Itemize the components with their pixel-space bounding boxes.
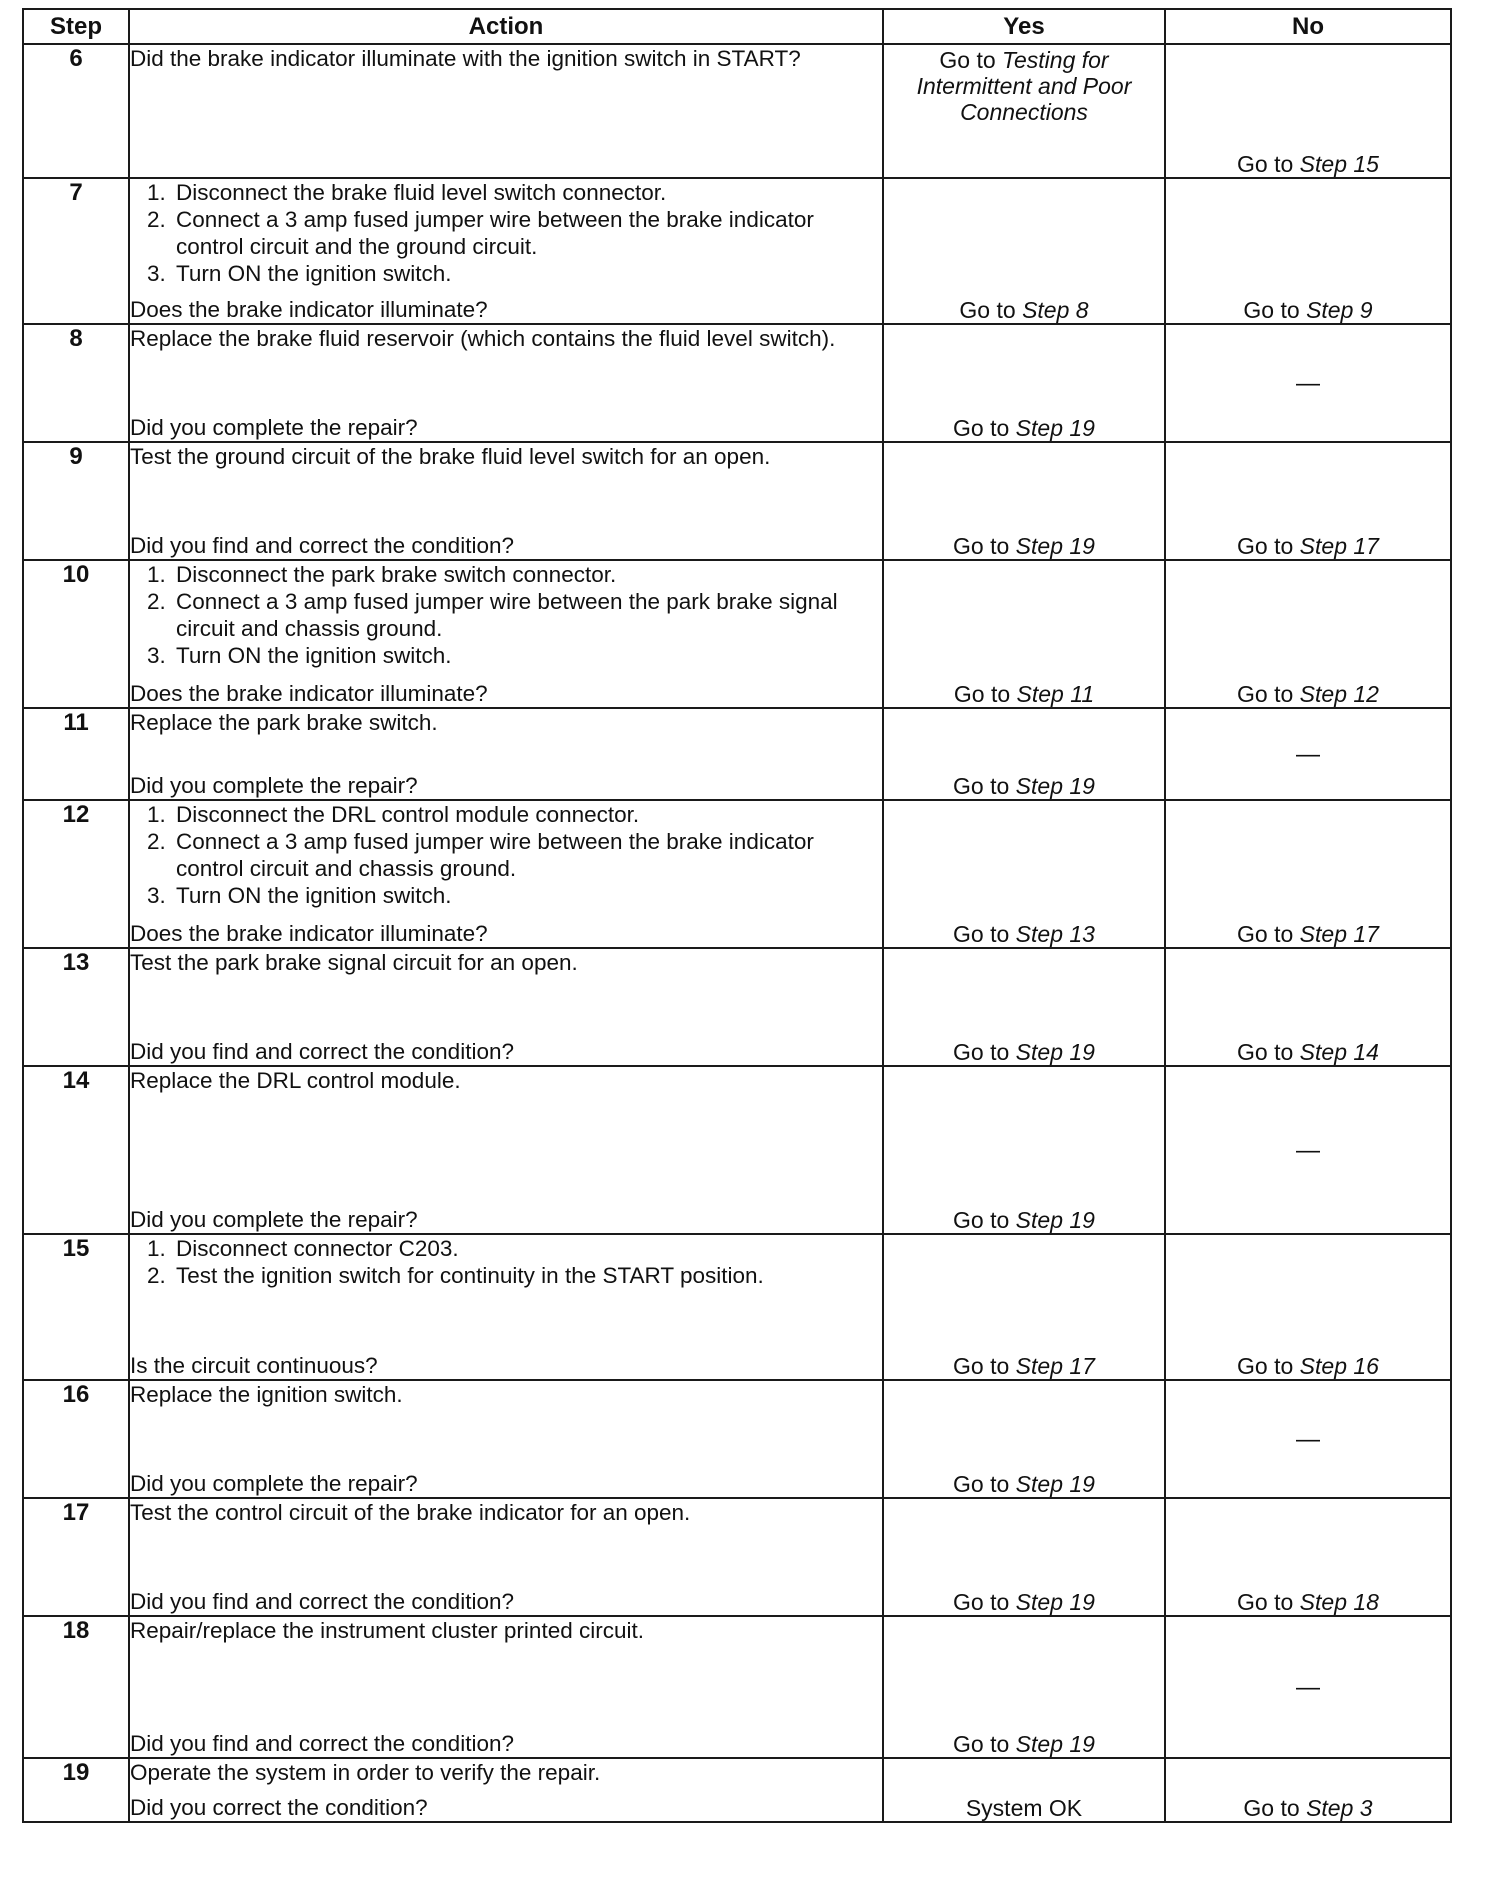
yes-prefix: Go to [953, 1589, 1010, 1615]
step-number: 13 [23, 948, 129, 1066]
action-content [130, 949, 882, 1065]
table-row [23, 178, 1451, 324]
no-step-link: Step 17 [1299, 921, 1379, 947]
no-cell [1165, 1616, 1451, 1758]
yes-reference [953, 533, 1095, 559]
action-instructions [130, 1381, 882, 1408]
no-prefix: Go to [1237, 1039, 1294, 1065]
action-step-item: 1. Disconnect the park brake switch connector. [172, 561, 882, 588]
action-question: Did you find and correct the condition? [130, 533, 514, 558]
yes-step-link: Step 19 [1015, 1731, 1095, 1757]
no-reference [1296, 1674, 1320, 1701]
no-prefix: Go to [1237, 151, 1294, 177]
yes-cell [883, 1066, 1165, 1234]
action-cell [129, 1616, 883, 1758]
action-description: Replace the brake fluid reservoir (which contains the fluid level switch). [130, 326, 836, 351]
no-cell [1165, 708, 1451, 800]
yes-step-link: Step 19 [1015, 1471, 1095, 1497]
action-content [130, 1235, 882, 1379]
yes-step-link: Step 19 [1015, 1039, 1095, 1065]
action-cell [129, 560, 883, 708]
no-prefix: Go to [1237, 533, 1294, 559]
no-step-link: Step 17 [1299, 533, 1379, 559]
diagnostic-table [22, 8, 1452, 1823]
step-number: 6 [23, 44, 129, 178]
step-number: 16 [23, 1380, 129, 1498]
table-row [23, 560, 1451, 708]
action-description: Did the brake indicator illuminate with the ignition switch in START? [130, 46, 801, 71]
yes-prefix: Go to [953, 415, 1010, 441]
action-cell [129, 44, 883, 178]
action-question: Does the brake indicator illuminate? [130, 297, 488, 322]
yes-cell [883, 708, 1165, 800]
yes-step-link: Step 19 [1015, 533, 1095, 559]
action-steps-list [130, 179, 882, 287]
no-reference [1296, 370, 1320, 397]
action-instructions [130, 1617, 882, 1644]
yes-cell [883, 1758, 1165, 1822]
step-number: 8 [23, 324, 129, 442]
no-prefix: Go to [1237, 921, 1294, 947]
step-number: 12 [23, 800, 129, 948]
action-step-item: 3. Turn ON the ignition switch. [172, 260, 882, 287]
yes-cell [883, 1380, 1165, 1498]
action-question: Does the brake indicator illuminate? [130, 921, 488, 946]
action-description: Replace the DRL control module. [130, 1068, 461, 1093]
no-text: — [1296, 1136, 1320, 1164]
yes-prefix: Go to [959, 297, 1016, 323]
table-row [23, 1498, 1451, 1616]
no-cell [1165, 1066, 1451, 1234]
action-content [130, 179, 882, 323]
action-question: Does the brake indicator illuminate? [130, 681, 488, 706]
yes-cell [883, 1234, 1165, 1380]
yes-reference [953, 415, 1095, 441]
table-row [23, 1616, 1451, 1758]
action-content [130, 325, 882, 441]
yes-step-link: Step 19 [1015, 773, 1095, 799]
yes-reference [953, 1731, 1095, 1757]
action-step-item: 2. Connect a 3 amp fused jumper wire between the brake indicator control circuit and chassis ground. [172, 828, 882, 882]
no-cell [1165, 1380, 1451, 1498]
action-instructions [130, 1499, 882, 1526]
yes-cell [883, 178, 1165, 324]
no-text: — [1296, 740, 1320, 768]
no-cell [1165, 800, 1451, 948]
no-prefix: Go to [1237, 1589, 1294, 1615]
no-cell [1165, 948, 1451, 1066]
action-content [130, 801, 882, 947]
action-step-item: 2. Connect a 3 amp fused jumper wire between the park brake signal circuit and chassis ground. [172, 588, 882, 642]
no-reference [1237, 1039, 1379, 1065]
action-content [130, 45, 882, 177]
action-step-item: 3. Turn ON the ignition switch. [172, 882, 882, 909]
action-step-item: 1. Disconnect the DRL control module connector. [172, 801, 882, 828]
action-question: Did you complete the repair? [130, 1471, 418, 1496]
action-question: Did you complete the repair? [130, 773, 418, 798]
action-step-item: 2. Test the ignition switch for continuity in the START position. [172, 1262, 882, 1289]
yes-prefix: Go to [953, 533, 1010, 559]
yes-step-link: Step 19 [1015, 1207, 1095, 1233]
no-cell [1165, 44, 1451, 178]
action-cell [129, 324, 883, 442]
table-row [23, 442, 1451, 560]
yes-cell [883, 1616, 1165, 1758]
yes-reference [953, 1353, 1095, 1379]
no-step-link: Step 16 [1299, 1353, 1379, 1379]
action-description: Operate the system in order to verify the repair. [130, 1760, 601, 1785]
yes-reference [966, 1795, 1082, 1821]
action-steps-list [130, 1235, 882, 1289]
header-yes: Yes [883, 9, 1165, 44]
step-number: 11 [23, 708, 129, 800]
no-cell [1165, 1758, 1451, 1822]
action-question: Did you correct the condition? [130, 1795, 428, 1820]
table-row [23, 1380, 1451, 1498]
action-content [130, 561, 882, 707]
action-step-item: 1. Disconnect connector C203. [172, 1235, 882, 1262]
yes-reference [953, 1589, 1095, 1615]
yes-prefix: Go to [953, 1039, 1010, 1065]
action-step-item: 1. Disconnect the brake fluid level switch connector. [172, 179, 882, 206]
action-content [130, 709, 882, 799]
step-number: 18 [23, 1616, 129, 1758]
no-reference [1296, 1426, 1320, 1453]
no-reference [1243, 297, 1372, 323]
no-step-link: Step 18 [1299, 1589, 1379, 1615]
yes-reference [953, 1207, 1095, 1233]
no-reference [1237, 533, 1379, 559]
table-row [23, 800, 1451, 948]
action-content [130, 1067, 882, 1233]
yes-step-link: Testing for Intermittent and Poor Connections [916, 47, 1132, 125]
yes-cell [883, 44, 1165, 178]
yes-prefix: Go to [953, 1207, 1010, 1233]
action-question: Did you find and correct the condition? [130, 1731, 514, 1756]
action-question: Is the circuit continuous? [130, 1353, 378, 1378]
yes-prefix: Go to [953, 1353, 1010, 1379]
no-prefix: Go to [1243, 297, 1300, 323]
step-number: 9 [23, 442, 129, 560]
action-instructions [130, 949, 882, 976]
no-text: — [1296, 1673, 1320, 1701]
yes-step-link: Step 19 [1015, 415, 1095, 441]
yes-step-link: Step 11 [1016, 681, 1095, 707]
action-content [130, 1617, 882, 1757]
action-description: Test the park brake signal circuit for an open. [130, 950, 578, 975]
table-row [23, 1234, 1451, 1380]
no-cell [1165, 442, 1451, 560]
table-body [23, 44, 1451, 1822]
yes-cell [883, 442, 1165, 560]
step-number: 19 [23, 1758, 129, 1822]
no-step-link: Step 14 [1299, 1039, 1379, 1065]
action-cell [129, 1066, 883, 1234]
yes-prefix: Go to [953, 681, 1011, 707]
no-cell [1165, 178, 1451, 324]
action-question: Did you complete the repair? [130, 1207, 418, 1232]
no-reference [1243, 1795, 1372, 1821]
header-action: Action [129, 9, 883, 44]
action-cell [129, 708, 883, 800]
table-header-row [23, 9, 1451, 44]
yes-cell [883, 324, 1165, 442]
no-cell [1165, 1234, 1451, 1380]
table-row [23, 44, 1451, 178]
step-number: 14 [23, 1066, 129, 1234]
action-instructions [130, 801, 882, 909]
no-cell [1165, 1498, 1451, 1616]
action-cell [129, 178, 883, 324]
yes-reference [884, 47, 1164, 125]
yes-prefix: Go to [939, 47, 996, 73]
step-number: 15 [23, 1234, 129, 1380]
yes-step-link: Step 13 [1015, 921, 1095, 947]
action-cell [129, 948, 883, 1066]
yes-cell [883, 800, 1165, 948]
yes-step-link: Step 17 [1015, 1353, 1095, 1379]
no-prefix: Go to [1237, 681, 1294, 707]
yes-prefix: Go to [953, 1731, 1010, 1757]
action-step-item: 2. Connect a 3 amp fused jumper wire between the brake indicator control circuit and the ground circuit. [172, 206, 882, 260]
action-steps-list [130, 561, 882, 669]
action-cell [129, 1234, 883, 1380]
action-content [130, 443, 882, 559]
no-step-link: Step 9 [1306, 297, 1373, 323]
step-number: 7 [23, 178, 129, 324]
no-reference [1237, 1589, 1379, 1615]
step-number: 10 [23, 560, 129, 708]
action-instructions [130, 179, 882, 287]
no-reference [1296, 1137, 1320, 1164]
step-number: 17 [23, 1498, 129, 1616]
action-step-item: 3. Turn ON the ignition switch. [172, 642, 882, 669]
table-row [23, 324, 1451, 442]
action-content [130, 1759, 882, 1821]
table-row [23, 948, 1451, 1066]
action-instructions [130, 1759, 882, 1786]
yes-step-link: Step 19 [1015, 1589, 1095, 1615]
action-question: Did you find and correct the condition? [130, 1589, 514, 1614]
action-cell [129, 800, 883, 948]
yes-cell [883, 948, 1165, 1066]
action-cell [129, 1758, 883, 1822]
action-cell [129, 442, 883, 560]
action-description: Test the control circuit of the brake indicator for an open. [130, 1500, 691, 1525]
no-reference [1237, 921, 1379, 947]
action-cell [129, 1380, 883, 1498]
action-instructions [130, 443, 882, 470]
no-text: — [1296, 369, 1320, 397]
action-instructions [130, 45, 882, 72]
no-step-link: Step 12 [1299, 681, 1379, 707]
action-description: Replace the ignition switch. [130, 1382, 403, 1407]
no-reference [1237, 1353, 1379, 1379]
yes-prefix: Go to [953, 921, 1010, 947]
header-step: Step [23, 9, 129, 44]
no-prefix: Go to [1237, 1353, 1294, 1379]
no-text: — [1296, 1425, 1320, 1453]
table-row [23, 1758, 1451, 1822]
yes-reference [953, 921, 1095, 947]
no-cell [1165, 324, 1451, 442]
no-reference [1237, 151, 1379, 177]
header-no: No [1165, 9, 1451, 44]
action-content [130, 1499, 882, 1615]
yes-reference [953, 773, 1095, 799]
table-row [23, 708, 1451, 800]
yes-cell [883, 1498, 1165, 1616]
no-cell [1165, 560, 1451, 708]
action-question: Did you find and correct the condition? [130, 1039, 514, 1064]
action-description: Replace the park brake switch. [130, 710, 438, 735]
yes-cell [883, 560, 1165, 708]
action-content [130, 1381, 882, 1497]
yes-prefix: Go to [953, 1471, 1010, 1497]
no-step-link: Step 15 [1299, 151, 1379, 177]
no-reference [1237, 681, 1379, 707]
no-step-link: Step 3 [1306, 1795, 1373, 1821]
action-instructions [130, 561, 882, 669]
action-question: Did you complete the repair? [130, 415, 418, 440]
no-prefix: Go to [1243, 1795, 1300, 1821]
action-description: Test the ground circuit of the brake fluid level switch for an open. [130, 444, 771, 469]
yes-reference [953, 1471, 1095, 1497]
yes-prefix: Go to [953, 773, 1010, 799]
no-reference [1296, 741, 1320, 768]
action-instructions [130, 1067, 882, 1094]
action-instructions [130, 1235, 882, 1289]
yes-step-link: Step 8 [1022, 297, 1089, 323]
yes-reference [953, 1039, 1095, 1065]
action-instructions [130, 325, 882, 352]
action-description: Repair/replace the instrument cluster printed circuit. [130, 1618, 644, 1643]
yes-reference [954, 681, 1094, 707]
action-cell [129, 1498, 883, 1616]
yes-reference [959, 297, 1088, 323]
action-steps-list [130, 801, 882, 909]
action-instructions [130, 709, 882, 736]
table-row [23, 1066, 1451, 1234]
yes-text: System OK [965, 1795, 1083, 1821]
